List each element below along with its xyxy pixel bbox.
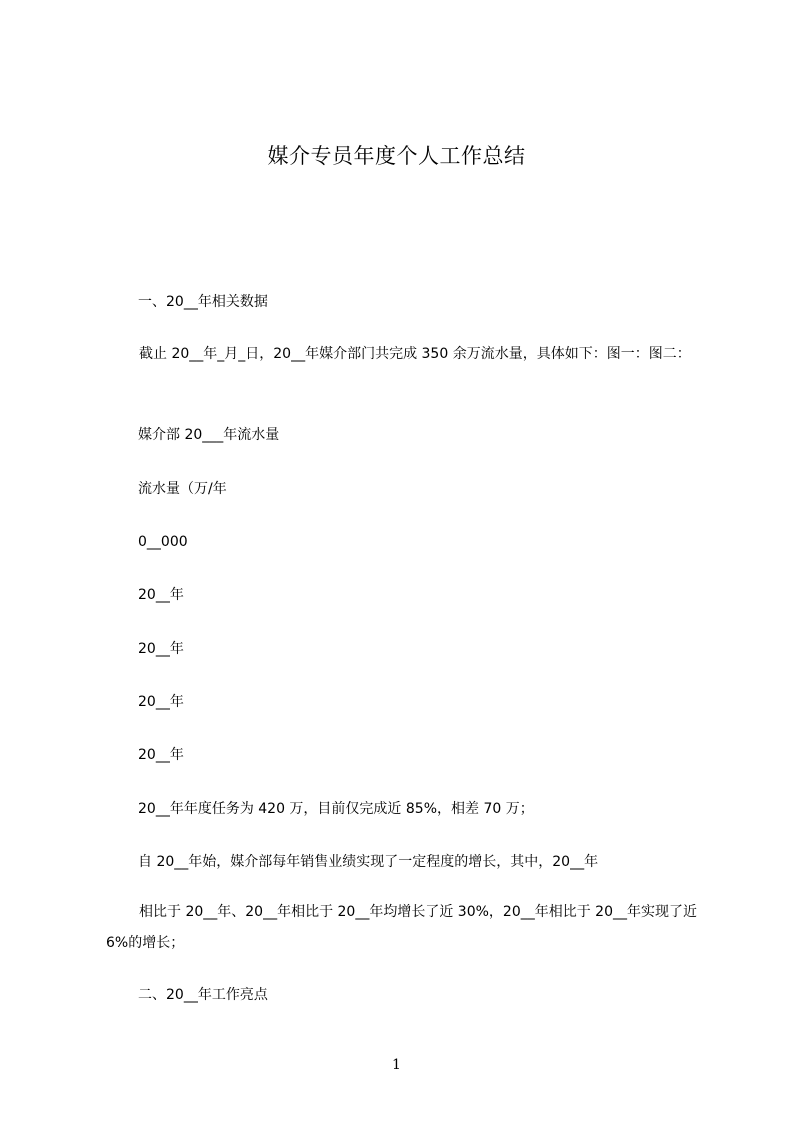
chart-year-label: 20__年 [138,641,184,657]
section-heading-highlights: 二、20__年工作亮点 [138,987,268,1003]
paragraph-sales-total: 截止 20__年_月_日，20__年媒介部门共完成 350 余万流水量，具体如下：图一：图二： [139,346,691,362]
chart-year-label: 20__年 [138,747,184,763]
chart-title-text: 媒介部 20___年流水量 [138,427,280,443]
chart-value-text: 0__000 [138,534,188,550]
chart-year-label: 20__年 [138,587,184,603]
paragraph-growth-detail: 相比于 20__年、20__年相比于 20__年均增长了近 30%，20__年相比于 20__年实现了近 6%的增长； [106,904,697,951]
paragraph-growth-intro: 自 20__年始，媒介部每年销售业绩实现了一定程度的增长，其中，20__年 [138,854,599,870]
chart-year-label: 20__年 [138,694,184,710]
chart-axis-label-text: 流水量（万/年 [138,481,227,497]
page-number: 1 [392,1057,401,1073]
section-heading-data: 一、20__年相关数据 [138,294,268,310]
document-title: 媒介专员年度个人工作总结 [267,144,526,168]
paragraph-annual-target: 20__年年度任务为 420 万，目前仅完成近 85%，相差 70 万； [138,801,534,817]
